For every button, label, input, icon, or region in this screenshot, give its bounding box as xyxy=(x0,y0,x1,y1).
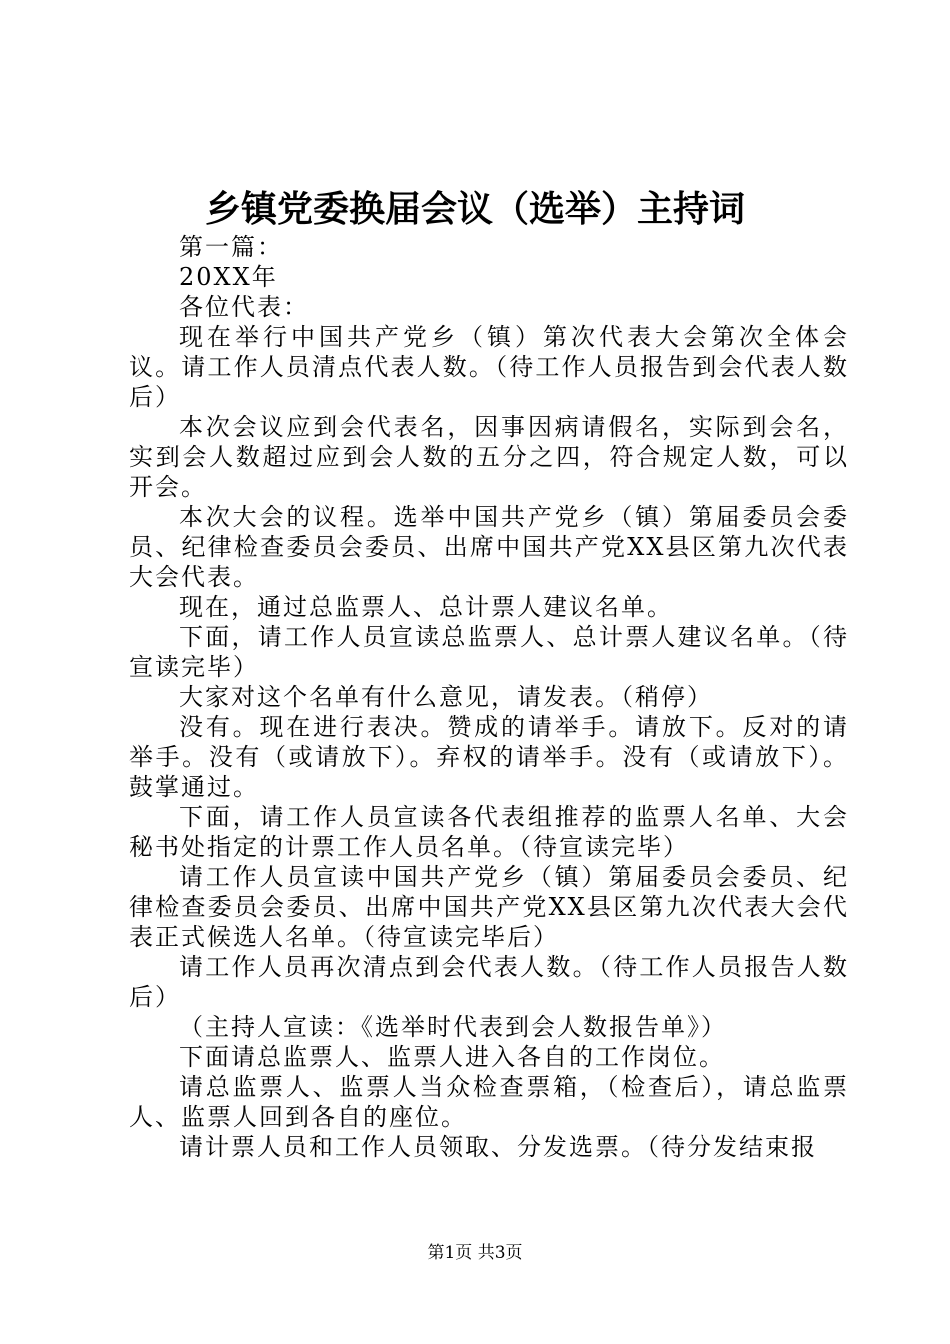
paragraph: 各位代表： xyxy=(179,293,309,321)
paragraph: 本次会议应到会代表名，因事因病请假名，实际到会名，实到会人数超过应到会人数的五分之四，符合规定人数，可以开会。 xyxy=(129,413,849,501)
document-body xyxy=(129,232,849,1162)
paragraph: 没有。现在进行表决。赞成的请举手。请放下。反对的请举手。没有（或请放下）。弃权的请举手。没有（或请放下）。鼓掌通过。 xyxy=(129,713,849,801)
paragraph: 下面，请工作人员宣读总监票人、总计票人建议名单。（待宣读完毕） xyxy=(129,623,849,681)
paragraph: 请计票人员和工作人员领取、分发选票。（待分发结束报 xyxy=(179,1133,817,1161)
page-footer: 第1页 共3页 xyxy=(427,1243,523,1263)
paragraph: 现在，通过总监票人、总计票人建议名单。 xyxy=(179,593,673,621)
paragraph: 大家对这个名单有什么意见，请发表。（稍停） xyxy=(179,683,713,711)
paragraph: 请工作人员宣读中国共产党乡（镇）第届委员会委员、纪律检查委员会委员、出席中国共产党XX县区第九次代表大会代表正式候选人名单。（待宣读完毕后） xyxy=(129,863,849,951)
paragraph: （主持人宣读：《选举时代表到会人数报告单》） xyxy=(179,1013,727,1041)
paragraph: 下面请总监票人、监票人进入各自的工作岗位。 xyxy=(179,1043,725,1071)
paragraph: 现在举行中国共产党乡（镇）第次代表大会第次全体会议。请工作人员清点代表人数。（待工作人员报告到会代表人数后） xyxy=(129,323,849,411)
paragraph: 下面，请工作人员宣读各代表组推荐的监票人名单、大会秘书处指定的计票工作人员名单。（待宣读完毕） xyxy=(129,803,849,861)
paragraph: 第一篇： xyxy=(179,233,283,261)
paragraph: 本次大会的议程。选举中国共产党乡（镇）第届委员会委员、纪律检查委员会委员、出席中国共产党XX县区第九次代表大会代表。 xyxy=(129,503,849,591)
paragraph: 请工作人员再次清点到会代表人数。（待工作人员报告人数后） xyxy=(129,953,849,1011)
paragraph: 请总监票人、监票人当众检查票箱，（检查后），请总监票人、监票人回到各自的座位。 xyxy=(129,1073,849,1131)
paragraph: 20XX年 xyxy=(179,263,278,291)
document-title: 乡镇党委换届会议（选举）主持词 xyxy=(204,188,745,230)
